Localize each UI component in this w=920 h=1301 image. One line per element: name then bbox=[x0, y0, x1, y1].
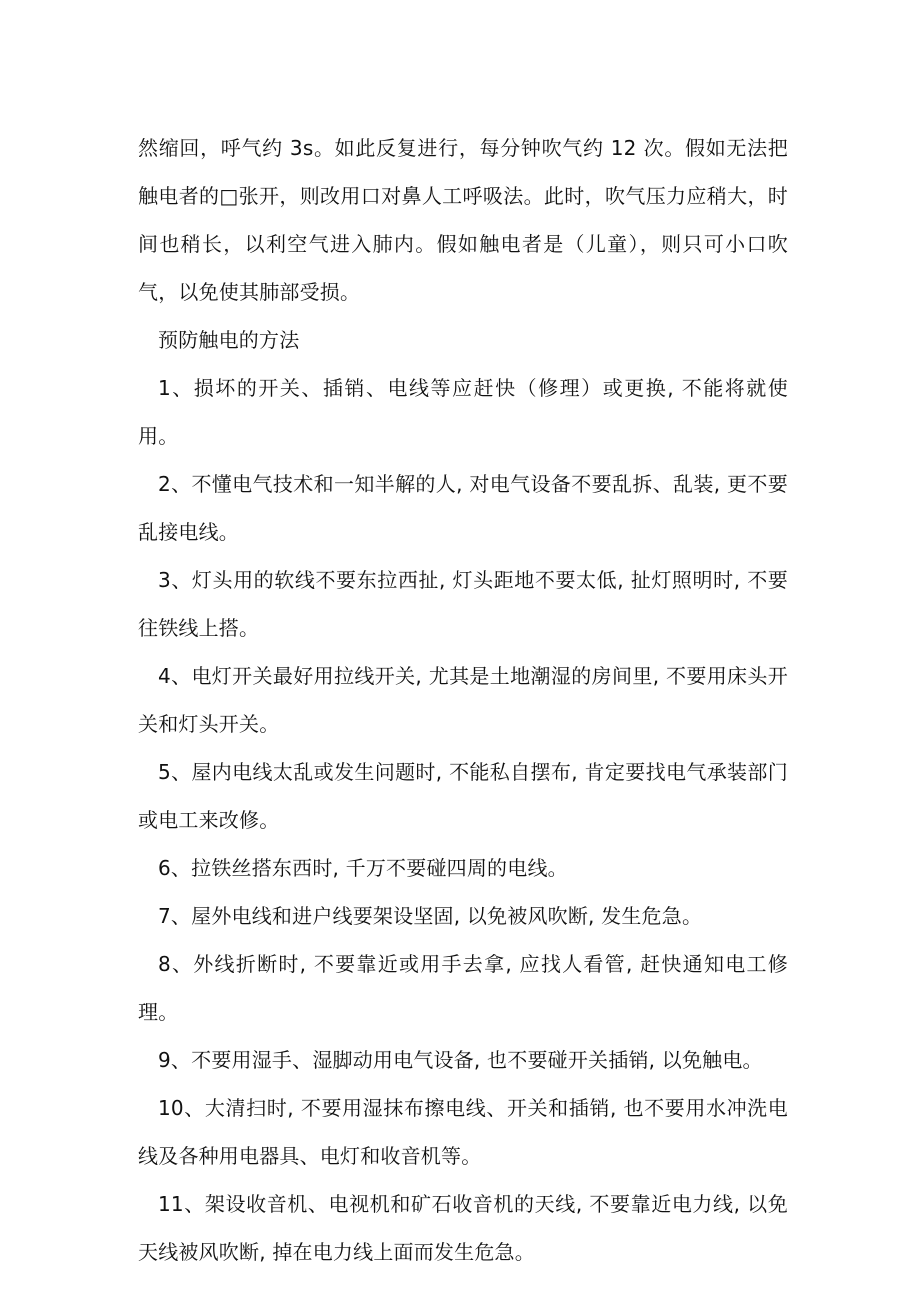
list-item-3: 3、灯头用的软线不要东拉西扯, 灯头距地不要太低, 扯灯照明时, 不要往铁线上搭。 bbox=[138, 568, 788, 640]
list-item-5: 5、屋内电线太乱或发生问题时, 不能私自摆布, 肯定要找电气承装部门或电工来改修。 bbox=[138, 760, 788, 832]
list-item-6: 6、拉铁丝搭东西时, 千万不要碰四周的电线。 bbox=[158, 856, 568, 880]
list-item-4: 4、电灯开关最好用拉线开关, 尤其是土地潮湿的房间里, 不要用床头开关和灯头开关。 bbox=[138, 664, 788, 736]
list-item-10: 10、大清扫时, 不要用湿抹布擦电线、开关和插销, 也不要用水冲洗电线及各种用电器具、电灯和收音机等。 bbox=[138, 1096, 788, 1168]
list-item-11: 11、架设收音机、电视机和矿石收音机的天线, 不要靠近电力线, 以免天线被风吹断, 掉在电力线上面而发生危急。 bbox=[138, 1192, 788, 1264]
document-body bbox=[138, 124, 788, 1276]
section-heading: 预防触电的方法 bbox=[158, 328, 300, 352]
list-item-9: 9、不要用湿手、湿脚动用电气设备, 也不要碰开关插销, 以免触电。 bbox=[158, 1048, 763, 1072]
list-item-7: 7、屋外电线和进户线要架设坚固, 以免被风吹断, 发生危急。 bbox=[158, 904, 703, 928]
list-item-8: 8、外线折断时, 不要靠近或用手去拿, 应找人看管, 赶快通知电工修理。 bbox=[138, 952, 788, 1024]
list-item-1: 1、损坏的开关、插销、电线等应赶快（修理）或更换, 不能将就使用。 bbox=[138, 376, 788, 448]
paragraph-intro: 然缩回，呼气约 3s。如此反复进行，每分钟吹气约 12 次。假如无法把触电者的□张开，则改用口对鼻人工呼吸法。此时，吹气压力应稍大，时间也稍长，以利空气进入肺内。假如触电者是（儿童），则只可小口吹气，以免使其肺部受损。 bbox=[138, 136, 788, 304]
list-item-2: 2、不懂电气技术和一知半解的人, 对电气设备不要乱拆、乱装, 更不要乱接电线。 bbox=[138, 472, 788, 544]
